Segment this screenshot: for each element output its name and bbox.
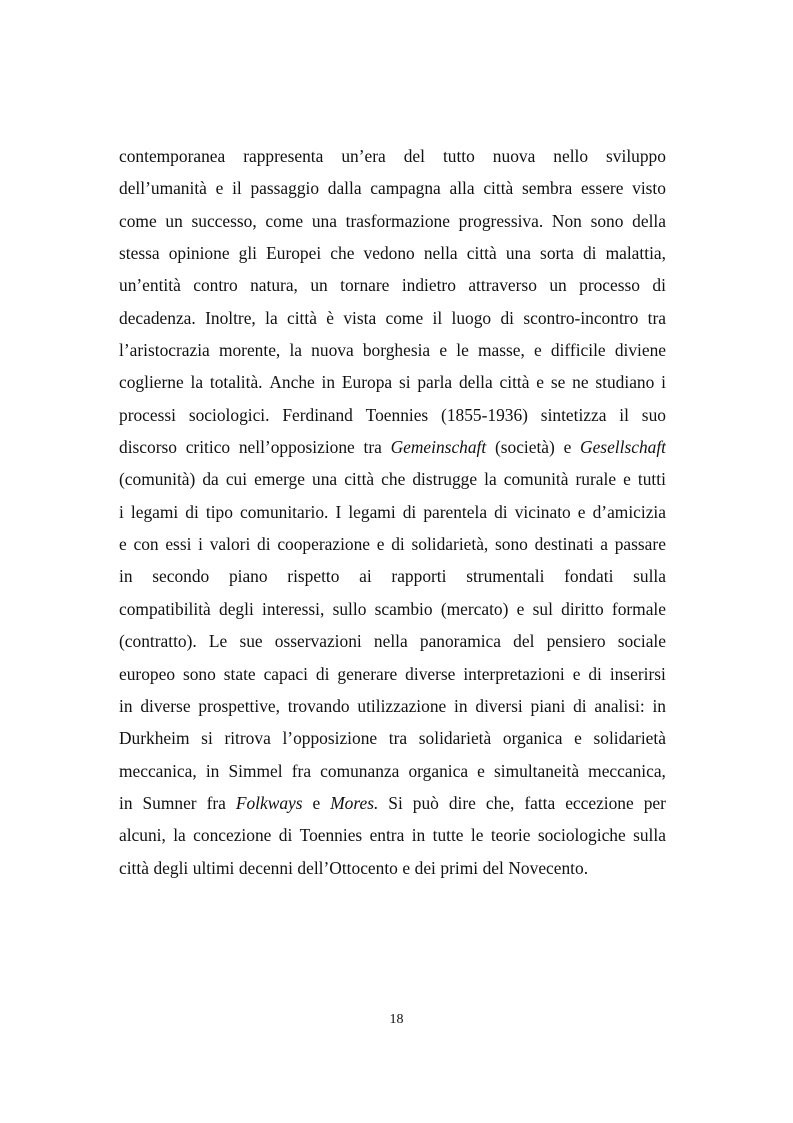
text-word: sintetizza — [540, 404, 607, 425]
text-word: solidarietà — [593, 728, 666, 749]
text-word: nella — [423, 243, 458, 264]
text-word: nell’opposizione — [238, 437, 355, 458]
text-word: tra — [363, 437, 382, 458]
text-line — [119, 496, 666, 528]
text-word: è — [326, 307, 334, 328]
text-word: di — [315, 663, 330, 684]
text-word: di — [402, 501, 417, 522]
text-word: ai — [359, 566, 372, 587]
text-word: trovando — [287, 695, 350, 716]
text-word: la — [265, 307, 278, 328]
text-word: di — [185, 501, 199, 522]
text-word: rappresenta — [243, 146, 324, 166]
text-word: Ferdinand — [282, 404, 353, 425]
text-word: (comunità) — [119, 469, 196, 490]
text-word: studiano — [595, 372, 655, 393]
text-line — [119, 334, 666, 366]
text-word: e — [477, 760, 485, 781]
text-line — [119, 172, 666, 204]
text-word: di — [257, 534, 271, 555]
text-word: utilizzazione — [357, 695, 447, 716]
text-word: comunanza — [320, 760, 400, 781]
text-word: a — [600, 534, 608, 555]
text-word: tutte — [432, 825, 464, 846]
text-word: e — [572, 663, 581, 684]
text-word: organica — [408, 760, 469, 781]
text-word: Gesellschaft — [580, 437, 666, 458]
text-word: comunitario. — [240, 501, 329, 522]
text-word: totalità. — [209, 372, 263, 393]
text-word: in — [119, 792, 133, 813]
text-line — [119, 690, 666, 722]
text-word: coglierne — [119, 372, 184, 393]
text-line — [119, 269, 666, 301]
text-word: come — [265, 210, 304, 231]
text-word: e — [516, 598, 525, 619]
text-word: processi — [119, 404, 176, 425]
text-line — [119, 593, 666, 625]
text-line — [119, 431, 666, 463]
text-word: primi — [440, 857, 479, 878]
text-word: comunità — [503, 469, 569, 490]
text-word: un — [310, 275, 328, 296]
text-line — [119, 625, 666, 657]
text-word: teorie — [490, 825, 531, 846]
text-word: alcuni, — [119, 825, 166, 846]
text-word: tra — [647, 307, 666, 328]
text-word: diverse — [140, 695, 191, 716]
text-word: diviene — [614, 340, 666, 361]
text-word: della — [458, 372, 493, 393]
text-line — [119, 302, 666, 334]
text-word: e — [534, 340, 542, 361]
text-word: opinione — [168, 243, 230, 264]
text-word: nuova — [311, 340, 354, 361]
text-line — [119, 528, 666, 560]
text-word: compatibilità — [119, 598, 211, 619]
text-word: si — [398, 372, 411, 393]
text-word: come — [385, 307, 424, 328]
text-line — [119, 722, 666, 754]
text-word: tutto — [442, 146, 475, 166]
text-word: tutti — [637, 469, 666, 490]
text-word: sono — [590, 210, 624, 231]
text-word: in — [119, 566, 133, 587]
text-word: Toennies — [365, 404, 429, 425]
text-word: sociologici. — [188, 404, 270, 425]
text-word: analisi: — [594, 695, 645, 716]
text-word: meccanica, — [119, 760, 197, 781]
text-word: si — [201, 728, 213, 749]
text-word: stessa — [119, 243, 160, 264]
text-word: Inoltre, — [205, 307, 256, 328]
text-word: e — [536, 372, 545, 393]
text-word: visto — [632, 178, 666, 199]
text-word: diversi — [475, 695, 523, 716]
text-word: le — [470, 825, 484, 846]
text-word: decenni — [238, 857, 293, 878]
text-word: l’aristocrazia — [119, 340, 210, 361]
text-word: sulla — [633, 566, 666, 587]
text-word: rapporti — [391, 566, 447, 587]
text-word: e — [574, 728, 582, 749]
text-word: diritto — [561, 598, 604, 619]
text-word: la — [173, 825, 186, 846]
text-word: dire — [448, 792, 476, 813]
text-word: di — [652, 275, 666, 296]
text-word: del — [482, 857, 504, 878]
text-word: pensiero — [546, 631, 606, 652]
text-word: alla — [449, 178, 475, 199]
text-word: in — [454, 695, 468, 716]
text-word: un’entità — [119, 275, 181, 296]
text-word: in — [119, 695, 133, 716]
text-word: (1855-1936) — [441, 404, 528, 425]
text-word: fra — [291, 760, 312, 781]
text-word: Europei — [266, 243, 322, 264]
text-line — [119, 205, 666, 237]
text-word: inserirsi — [609, 663, 666, 684]
text-word: trasformazione — [345, 210, 450, 231]
text-word: contro — [193, 275, 238, 296]
text-word: e — [623, 469, 631, 490]
text-word: la — [484, 469, 497, 490]
text-line — [119, 852, 666, 884]
text-word: un — [165, 210, 183, 231]
text-word: borghesia — [362, 340, 431, 361]
text-word: formale — [611, 598, 666, 619]
text-word: il — [232, 178, 242, 199]
text-word: che — [330, 243, 355, 264]
text-word: interpretazioni — [463, 663, 565, 684]
text-word: difficile — [550, 340, 606, 361]
text-word: passaggio — [250, 178, 320, 199]
text-word: solidarietà, — [411, 534, 489, 555]
text-word: sociologiche — [537, 825, 626, 846]
text-word: suo — [641, 404, 666, 425]
text-word: state — [223, 663, 256, 684]
text-word: Non — [551, 210, 582, 231]
text-line — [119, 463, 666, 495]
text-word: entra — [369, 825, 405, 846]
text-word: legami — [348, 501, 396, 522]
text-word: in — [411, 825, 426, 846]
text-word: città — [499, 372, 530, 393]
text-word: di — [588, 663, 602, 684]
text-word: progressiva. — [458, 210, 544, 231]
text-word: attraverso — [468, 275, 537, 296]
text-word: città — [287, 307, 317, 328]
text-word: capaci — [263, 663, 308, 684]
text-word: emerge — [254, 469, 305, 490]
text-word: Toennies — [299, 825, 363, 846]
text-word: e — [577, 501, 586, 522]
text-word: una — [311, 210, 337, 231]
text-word: sorta — [540, 243, 574, 264]
text-word: cui — [225, 469, 248, 490]
text-word: una — [505, 243, 531, 264]
text-word: da — [202, 469, 219, 490]
text-word: e — [119, 534, 127, 555]
text-word: in — [652, 695, 666, 716]
text-word: gli — [238, 243, 258, 264]
text-word: e — [439, 340, 448, 361]
text-word: interessi, — [262, 598, 325, 619]
text-word: fondati — [564, 566, 614, 587]
text-word: discorso — [119, 437, 177, 458]
text-word: e — [376, 534, 385, 555]
text-word: ultimi — [192, 857, 235, 878]
text-word: nella — [373, 631, 408, 652]
text-word: Anche — [269, 372, 315, 393]
text-word: (società) — [494, 437, 555, 458]
text-word: del — [403, 146, 425, 166]
text-word: generare — [337, 663, 398, 684]
text-word: sembra — [521, 178, 573, 199]
text-word: destinati — [534, 534, 594, 555]
text-word: piani — [530, 695, 566, 716]
text-word: nuova — [492, 146, 536, 166]
text-line — [119, 399, 666, 431]
text-word: di — [500, 307, 514, 328]
text-word: il — [432, 307, 443, 328]
text-word: la — [190, 372, 204, 393]
text-word: di — [573, 695, 587, 716]
text-word: del — [513, 631, 535, 652]
text-word: i — [661, 372, 666, 393]
text-word: contemporanea — [119, 146, 226, 166]
text-word: d’amicizia — [592, 501, 666, 522]
text-word: osservazioni — [274, 631, 362, 652]
text-word: fra — [206, 792, 226, 813]
text-word: Le — [208, 631, 228, 652]
text-line — [119, 658, 666, 690]
text-word: di — [494, 501, 508, 522]
text-word: la — [289, 340, 302, 361]
text-word: morente, — [218, 340, 281, 361]
text-word: un’era — [341, 146, 386, 166]
text-word: cooperazione — [277, 534, 371, 555]
text-word: una — [312, 469, 338, 490]
text-line — [119, 560, 666, 592]
text-word: di — [391, 534, 405, 555]
text-word: parentela — [423, 501, 488, 522]
text-word: le — [456, 340, 469, 361]
text-line — [119, 366, 666, 398]
text-word: (mercato) — [440, 598, 509, 619]
text-word: tornare — [340, 275, 390, 296]
text-word: i — [119, 501, 124, 522]
text-word: eccezione — [565, 792, 634, 813]
text-word: organica — [502, 728, 563, 749]
text-word: secondo — [152, 566, 210, 587]
text-word: sociale — [617, 631, 666, 652]
text-word: rurale — [575, 469, 617, 490]
text-word: dei — [414, 857, 436, 878]
text-word: distrugge — [412, 469, 478, 490]
text-word: successo, — [191, 210, 257, 231]
text-word: prospettive, — [198, 695, 280, 716]
text-word: luogo — [451, 307, 492, 328]
text-word: per — [643, 792, 666, 813]
text-line — [119, 819, 666, 851]
text-word: sono — [182, 663, 216, 684]
text-word: campagna — [370, 178, 441, 199]
text-word: della — [632, 210, 666, 231]
text-word: essere — [580, 178, 624, 199]
text-word: Mores. — [330, 792, 379, 813]
text-word: sul — [532, 598, 553, 619]
text-word: (contratto). — [119, 631, 197, 652]
text-word: come — [119, 210, 157, 231]
text-word: e — [563, 437, 572, 458]
text-word: processo — [579, 275, 640, 296]
text-word: valori — [209, 534, 251, 555]
page-number: 18 — [389, 1012, 404, 1027]
text-word: tra — [388, 728, 408, 749]
text-line — [119, 237, 666, 269]
text-word: simultaneità — [494, 760, 580, 781]
text-word: dalla — [327, 178, 362, 199]
text-word: scambio — [374, 598, 433, 619]
text-word: europeo — [119, 663, 176, 684]
text-word: meccanica, — [588, 760, 666, 781]
text-word: sulla — [633, 825, 666, 846]
text-word: sullo — [332, 598, 367, 619]
text-word: nello — [553, 146, 589, 166]
text-line — [119, 787, 666, 819]
text-word: piano — [228, 566, 268, 587]
text-word: concezione — [193, 825, 272, 846]
text-word: può — [412, 792, 439, 813]
text-word: un — [549, 275, 567, 296]
text-word: natura, — [250, 275, 298, 296]
text-word: il — [619, 404, 629, 425]
text-word: vista — [343, 307, 377, 328]
text-word: che — [381, 469, 406, 490]
text-word: dell’umanità — [119, 178, 207, 199]
text-word: e — [402, 857, 411, 878]
text-word: essi — [165, 534, 192, 555]
text-word: vedono — [363, 243, 415, 264]
text-word: fatta — [524, 792, 556, 813]
text-word: se — [550, 372, 566, 393]
text-line — [119, 140, 666, 172]
body-paragraph — [119, 140, 666, 884]
text-word: scontro-incontro — [523, 307, 639, 328]
text-word: Folkways — [235, 792, 303, 813]
text-word: città — [483, 178, 514, 199]
text-word: tipo — [205, 501, 233, 522]
text-word: e — [312, 792, 321, 813]
text-word: I — [335, 501, 342, 522]
text-word: Durkheim — [119, 728, 190, 749]
text-word: solidarietà — [418, 728, 492, 749]
text-word: di — [582, 243, 597, 264]
text-word: rispetto — [287, 566, 340, 587]
text-word: sono — [495, 534, 528, 555]
text-word: indietro — [401, 275, 456, 296]
text-word: diverse — [405, 663, 456, 684]
text-word: degli — [219, 598, 254, 619]
text-word: critico — [185, 437, 231, 458]
text-word: Sumner — [142, 792, 197, 813]
text-word: che, — [485, 792, 515, 813]
text-line — [119, 755, 666, 787]
text-word: città — [466, 243, 497, 264]
text-word: parla — [417, 372, 453, 393]
text-word: legami — [130, 501, 179, 522]
text-word: Gemeinschaft — [390, 437, 487, 458]
text-word: Si — [388, 792, 403, 813]
text-word: città — [119, 857, 149, 878]
text-word: vicinato — [514, 501, 571, 522]
text-word: masse, — [477, 340, 525, 361]
text-word: di — [278, 825, 293, 846]
text-word: con — [133, 534, 159, 555]
text-word: l’opposizione — [282, 728, 378, 749]
text-word: sviluppo — [606, 146, 666, 166]
text-word: in — [321, 372, 336, 393]
text-word: Simmel — [228, 760, 283, 781]
text-word: Europa — [341, 372, 393, 393]
text-word: i — [198, 534, 203, 555]
text-word: strumentali — [466, 566, 545, 587]
text-word: panoramica — [419, 631, 501, 652]
text-word: decadenza. — [119, 307, 196, 328]
text-word: ritrova — [224, 728, 271, 749]
text-word: in — [205, 760, 220, 781]
text-word: passare — [614, 534, 666, 555]
text-word: e — [215, 178, 224, 199]
text-word: Novecento. — [508, 857, 589, 878]
text-word: degli — [153, 857, 189, 878]
text-word: sue — [239, 631, 263, 652]
text-word: città — [344, 469, 375, 490]
text-word: malattia, — [605, 243, 666, 264]
text-word: dell’Ottocento — [297, 857, 398, 878]
text-word: ne — [572, 372, 589, 393]
